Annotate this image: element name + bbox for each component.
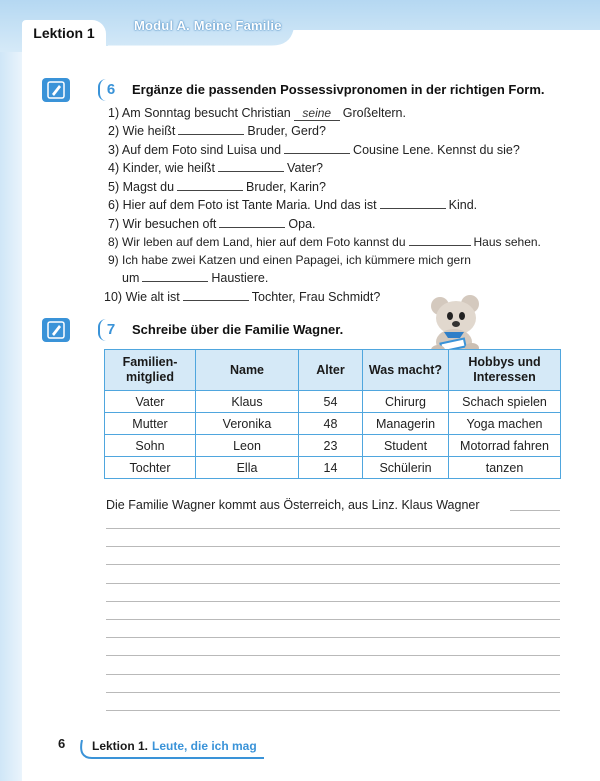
left-margin-strip [0, 0, 22, 781]
list-item: 4) Kinder, wie heißt Vater? [108, 161, 323, 175]
table-cell: Schülerin [363, 457, 449, 479]
table-row [105, 391, 561, 413]
writing-line[interactable] [106, 637, 560, 638]
blank-field[interactable] [380, 196, 446, 209]
column-header-hobbies: Hobbys und Interessen [449, 350, 561, 391]
lektion-tab: Lektion 1 [22, 20, 106, 46]
answer-field[interactable]: seine [294, 107, 340, 121]
blank-field[interactable] [218, 159, 284, 172]
exercise-6-number: 6 [106, 81, 116, 98]
table-row [105, 435, 561, 457]
pencil-icon [42, 318, 70, 342]
writing-line-first[interactable] [510, 510, 560, 511]
column-header-family-member: Familien- mitglied [105, 350, 196, 391]
table-row [105, 413, 561, 435]
list-item: 9) Ich habe zwei Katzen und einen Papagei, ich kümmere mich gern [108, 253, 471, 267]
table-cell: 48 [299, 413, 363, 435]
list-item: 7) Wir besuchen oft Opa. [108, 217, 316, 231]
exercise-7-title: Schreibe über die Familie Wagner. [132, 322, 344, 337]
blank-field[interactable] [142, 269, 208, 282]
table-cell: Veronika [196, 413, 299, 435]
table-cell: Yoga machen [449, 413, 561, 435]
table-cell: Tochter [105, 457, 196, 479]
list-item: 5) Magst du Bruder, Karin? [108, 180, 326, 194]
column-header-age: Alter [299, 350, 363, 391]
list-item-continuation: um Haustiere. [122, 271, 269, 285]
footer-lesson-title: Leute, die ich mag [152, 739, 257, 753]
table-cell: Klaus [196, 391, 299, 413]
writing-line[interactable] [106, 583, 560, 584]
column-header-occupation: Was macht? [363, 350, 449, 391]
modul-title: Modul A. Meine Familie [134, 18, 282, 33]
family-table [104, 349, 561, 479]
writing-start-text: Die Familie Wagner kommt aus Österreich, aus Linz. Klaus Wagner [106, 498, 480, 512]
table-cell: Vater [105, 391, 196, 413]
page-number: 6 [58, 736, 66, 751]
column-header-name: Name [196, 350, 299, 391]
table-cell: Mutter [105, 413, 196, 435]
exercise-6-title: Ergänze die passenden Possessivpronomen in der richtigen Form. [132, 82, 545, 97]
writing-line[interactable] [106, 692, 560, 693]
table-row [105, 457, 561, 479]
blank-field[interactable] [177, 178, 243, 191]
writing-line[interactable] [106, 601, 560, 602]
list-item: 10) Wie alt ist Tochter, Frau Schmidt? [104, 290, 381, 304]
writing-line[interactable] [106, 564, 560, 565]
list-item: 3) Auf dem Foto sind Luisa und Cousine Lene. Kennst du sie? [108, 143, 520, 157]
table-cell: 54 [299, 391, 363, 413]
footer-lesson: Lektion 1. [92, 739, 149, 753]
table-cell: Ella [196, 457, 299, 479]
table-cell: tanzen [449, 457, 561, 479]
table-header-row [105, 350, 561, 391]
writing-line[interactable] [106, 655, 560, 656]
list-item: 6) Hier auf dem Foto ist Tante Maria. Und das ist Kind. [108, 198, 478, 212]
table-cell: 23 [299, 435, 363, 457]
list-item: 8) Wir leben auf dem Land, hier auf dem Foto kannst du Haus sehen. [108, 235, 541, 249]
table-cell: 14 [299, 457, 363, 479]
table-cell: Leon [196, 435, 299, 457]
blank-field[interactable] [219, 215, 285, 228]
table-cell: Chirurg [363, 391, 449, 413]
list-item: 1) Am Sonntag besucht Christian seine Großeltern. [108, 106, 406, 120]
table-cell: Motorrad fahren [449, 435, 561, 457]
pencil-icon [42, 78, 70, 102]
table-cell: Managerin [363, 413, 449, 435]
writing-line[interactable] [106, 710, 560, 711]
writing-line[interactable] [106, 528, 560, 529]
list-item: 2) Wie heißt Bruder, Gerd? [108, 124, 326, 138]
blank-field[interactable] [183, 288, 249, 301]
blank-field[interactable] [284, 141, 350, 154]
blank-field[interactable] [409, 233, 471, 246]
blank-field[interactable] [178, 122, 244, 135]
writing-line[interactable] [106, 619, 560, 620]
table-cell: Sohn [105, 435, 196, 457]
table-cell: Student [363, 435, 449, 457]
exercise-7-number: 7 [106, 321, 116, 338]
table-cell: Schach spielen [449, 391, 561, 413]
writing-line[interactable] [106, 674, 560, 675]
writing-line[interactable] [106, 546, 560, 547]
